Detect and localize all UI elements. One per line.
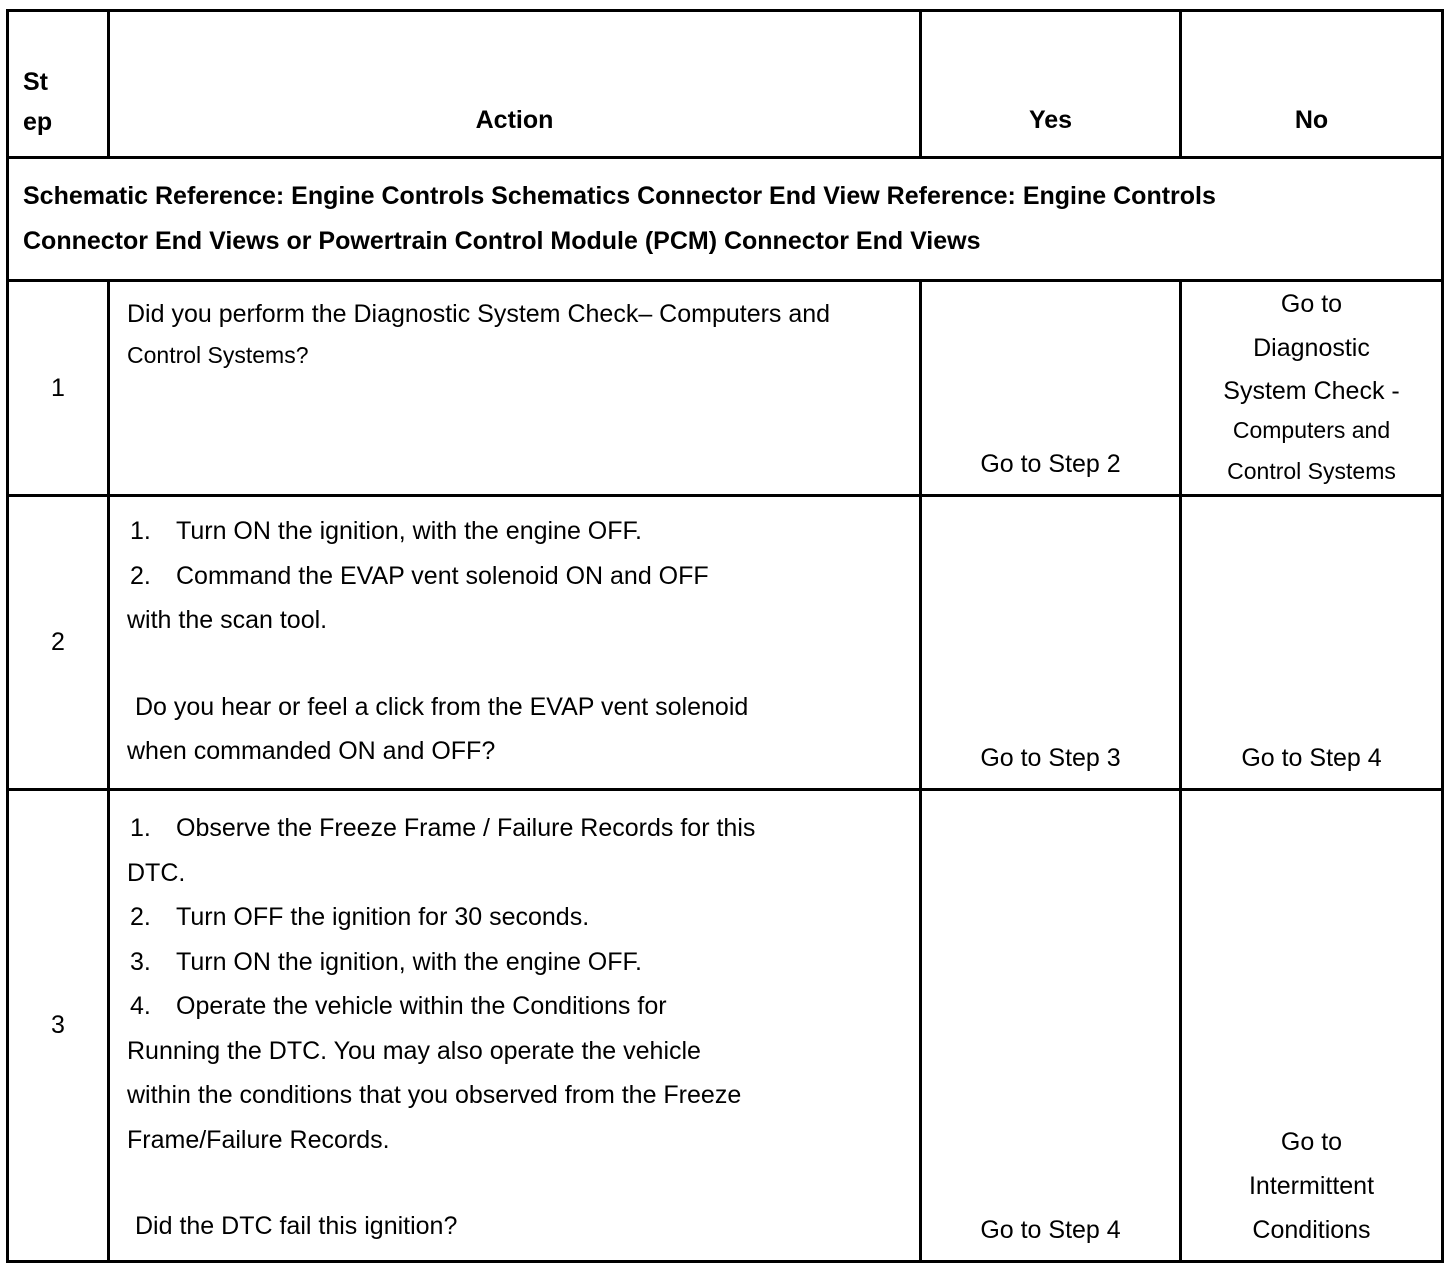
no-cell: Go to Diagnostic System Check - Computers and Control Systems [1181, 281, 1443, 496]
step-number: 2 [8, 496, 109, 790]
list-item: 2. Turn OFF the ignition for 30 seconds. [130, 903, 590, 931]
yes-cell: Go to Step 2 [921, 281, 1181, 496]
step-number: 1 [8, 281, 109, 496]
list-item-continuation: DTC. [127, 858, 186, 887]
list-item: 1. Turn ON the ignition, with the engine OFF. [130, 517, 642, 545]
table-row [8, 790, 1443, 1262]
action-cell: 1. Observe the Freeze Frame / Failure Records for this DTC. 2. Turn OFF the ignition for 30 seconds. 3. Turn ON the ignition, with the engine OFF. 4. Operate the vehicle within the Conditions for Running the DTC. You may also operate the vehicle within the conditions that you observed from the Freeze Frame/Failure Records. Did the DTC fail this ignition? [109, 790, 921, 1262]
no-header: No [1181, 11, 1443, 158]
no-cell: Go to Step 4 [1181, 496, 1443, 790]
table-row [8, 281, 1443, 496]
yes-header: Yes [921, 11, 1181, 158]
schematic-reference: Schematic Reference: Engine Controls Schematics Connector End View Reference: Engine Controls Connector End Views or Powertrain Control Module (PCM) Connector End Views [8, 158, 1443, 281]
yes-cell: Go to Step 3 [921, 496, 1181, 790]
reference-row [8, 158, 1443, 281]
header-row [8, 11, 1443, 158]
yes-cell: Go to Step 4 [921, 790, 1181, 1262]
table-row [8, 496, 1443, 790]
list-item: 3. Turn ON the ignition, with the engine OFF. [130, 947, 642, 976]
list-item: 1. Observe the Freeze Frame / Failure Records for this [130, 814, 756, 842]
step-number: 3 [8, 790, 109, 1262]
list-item: 4. Operate the vehicle within the Conditions for [130, 992, 667, 1020]
action-header: Action [109, 11, 921, 158]
diagnostic-table [6, 9, 1444, 1263]
no-cell: Go to Intermittent Conditions [1181, 790, 1443, 1262]
action-cell: Did you perform the Diagnostic System Check– Computers and Control Systems? [109, 281, 921, 496]
step-header: St ep [8, 11, 109, 158]
list-item: 2. Command the EVAP vent solenoid ON and OFF [130, 561, 709, 590]
action-cell: 1. Turn ON the ignition, with the engine OFF. 2. Command the EVAP vent solenoid ON and OFF with the scan tool. Do you hear or feel a click from the EVAP vent solenoid when commanded ON and OFF? [109, 496, 921, 790]
